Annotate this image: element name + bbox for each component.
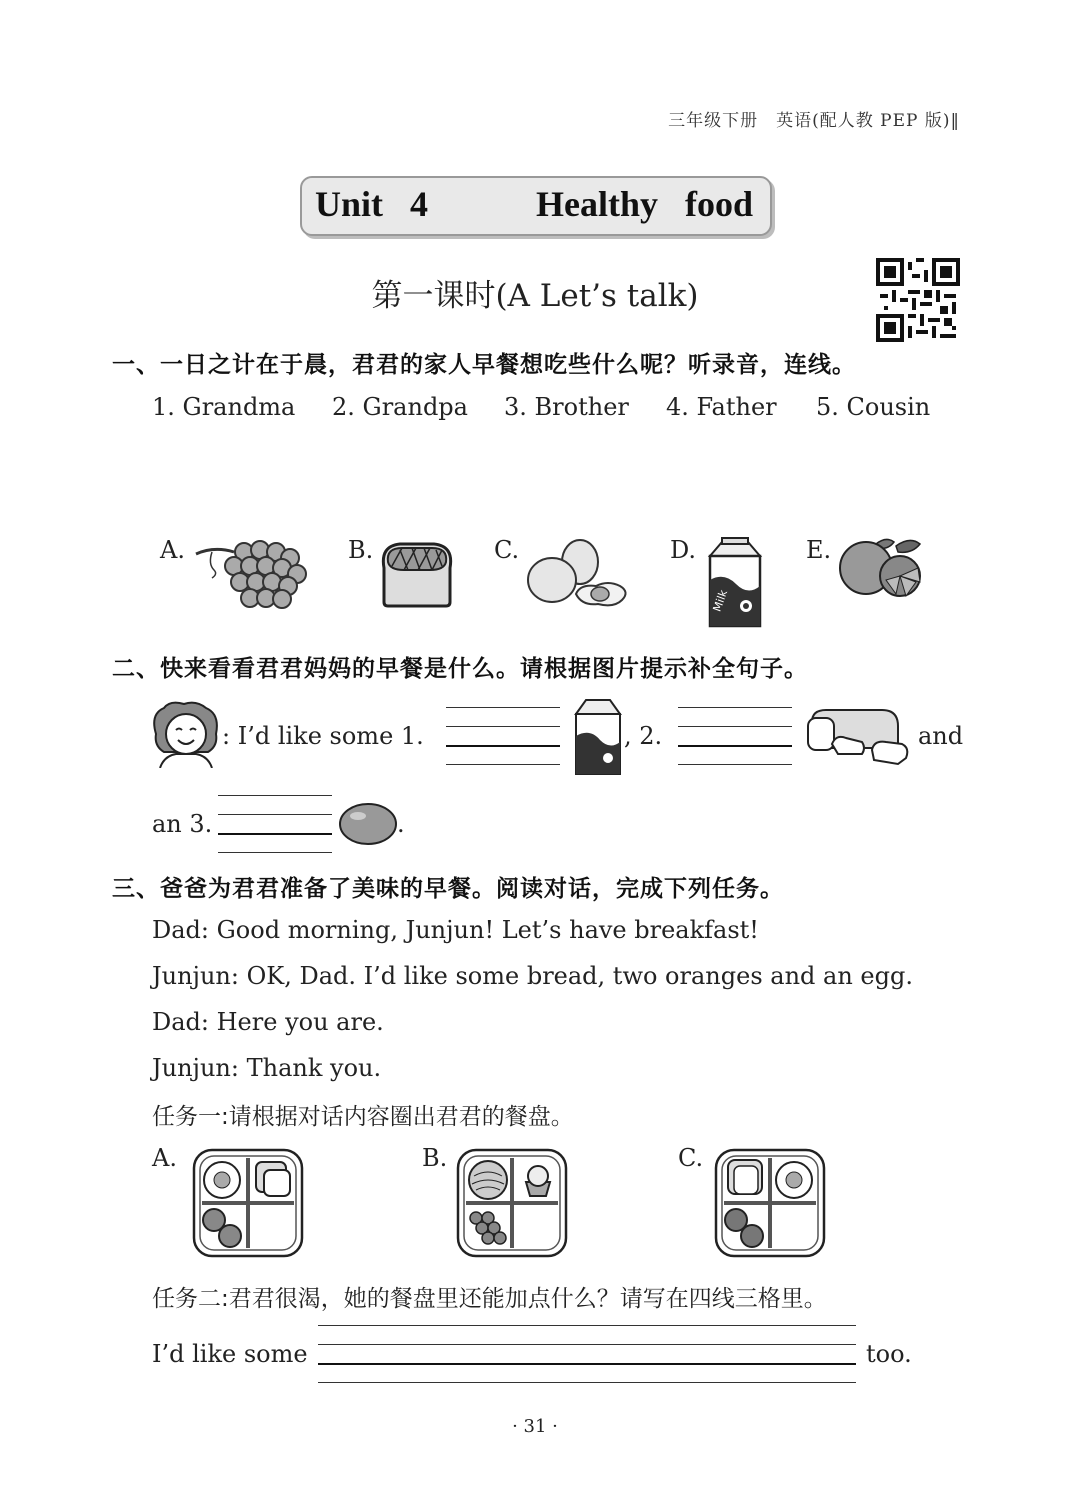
milk-carton-icon <box>570 696 626 778</box>
sentence-start: : I’d like some 1. <box>222 722 424 750</box>
plate-a-icon[interactable] <box>192 1148 304 1258</box>
comma-2: , 2. <box>624 722 663 750</box>
section-1-heading: 一、一日之计在于晨，君君的家人早餐想吃些什么呢？听录音，连线。 <box>112 352 856 378</box>
section-2-heading: 二、快来看看君君妈妈的早餐是什么。请根据图片提示补全句子。 <box>112 656 808 682</box>
fill-blank-3[interactable] <box>218 795 332 853</box>
plate-b-label[interactable]: B. <box>422 1144 448 1172</box>
fill-blank-drink[interactable] <box>318 1325 856 1383</box>
fill-blank-2[interactable] <box>678 707 792 765</box>
unit-number: Unit 4 <box>314 184 428 224</box>
section-3-heading: 三、爸爸为君君准备了美味的早餐。阅读对话，完成下列任务。 <box>112 876 784 902</box>
dialogue-line-1: Dad: Good morning, Junjun! Let’s have breakfast! <box>152 916 759 944</box>
dialogue-line-2: Junjun: OK, Dad. I’d like some bread, two oranges and an egg. <box>152 962 913 990</box>
unit-name: Healthy food <box>536 184 754 224</box>
page-number: · 31 · <box>512 1416 558 1437</box>
person-5: 5. Cousin <box>816 393 931 421</box>
person-2: 2. Grandpa <box>332 393 468 421</box>
milk-icon <box>702 536 768 630</box>
option-e-label: E. <box>806 536 832 564</box>
plate-a-label[interactable]: A. <box>152 1144 177 1172</box>
unit-title <box>300 176 768 232</box>
fill-end: too. <box>866 1340 912 1368</box>
fill-blank-1[interactable] <box>446 707 560 765</box>
egg-icon <box>338 802 400 846</box>
book-info: 三年级下册 英语(配人教 PEP 版)‖ <box>668 111 960 131</box>
bread-loaf-icon <box>802 704 912 768</box>
dialogue-line-3: Dad: Here you are. <box>152 1008 384 1036</box>
lesson-title: 第一课时(A Let’s talk) <box>371 278 699 314</box>
dialogue-line-4: Junjun: Thank you. <box>152 1054 382 1082</box>
qr-code-icon <box>876 258 960 342</box>
an-3: an 3. <box>152 810 213 838</box>
person-3: 3. Brother <box>504 393 629 421</box>
option-a-label: A. <box>160 536 185 564</box>
person-1: 1. Grandma <box>152 393 296 421</box>
option-b-label: B. <box>348 536 374 564</box>
fill-start: I’d like some <box>152 1340 308 1368</box>
oranges-icon <box>836 536 928 604</box>
task-2: 任务二:君君很渴，她的餐盘里还能加点什么？请写在四线三格里。 <box>152 1286 827 1312</box>
grapes-icon <box>194 536 309 611</box>
mother-avatar-icon <box>150 700 222 768</box>
svg-text:Milk: Milk <box>710 588 731 614</box>
plate-b-icon[interactable] <box>456 1148 568 1258</box>
eggs-icon <box>524 536 632 612</box>
task-1: 任务一:请根据对话内容圈出君君的餐盘。 <box>152 1104 574 1130</box>
period: . <box>397 810 405 838</box>
bread-icon <box>378 538 456 610</box>
plate-c-icon[interactable] <box>714 1148 826 1258</box>
and-word: and <box>918 722 964 750</box>
option-c-label: C. <box>494 536 520 564</box>
option-d-label: D. <box>670 536 697 564</box>
person-4: 4. Father <box>666 393 777 421</box>
plate-c-label[interactable]: C. <box>678 1144 704 1172</box>
